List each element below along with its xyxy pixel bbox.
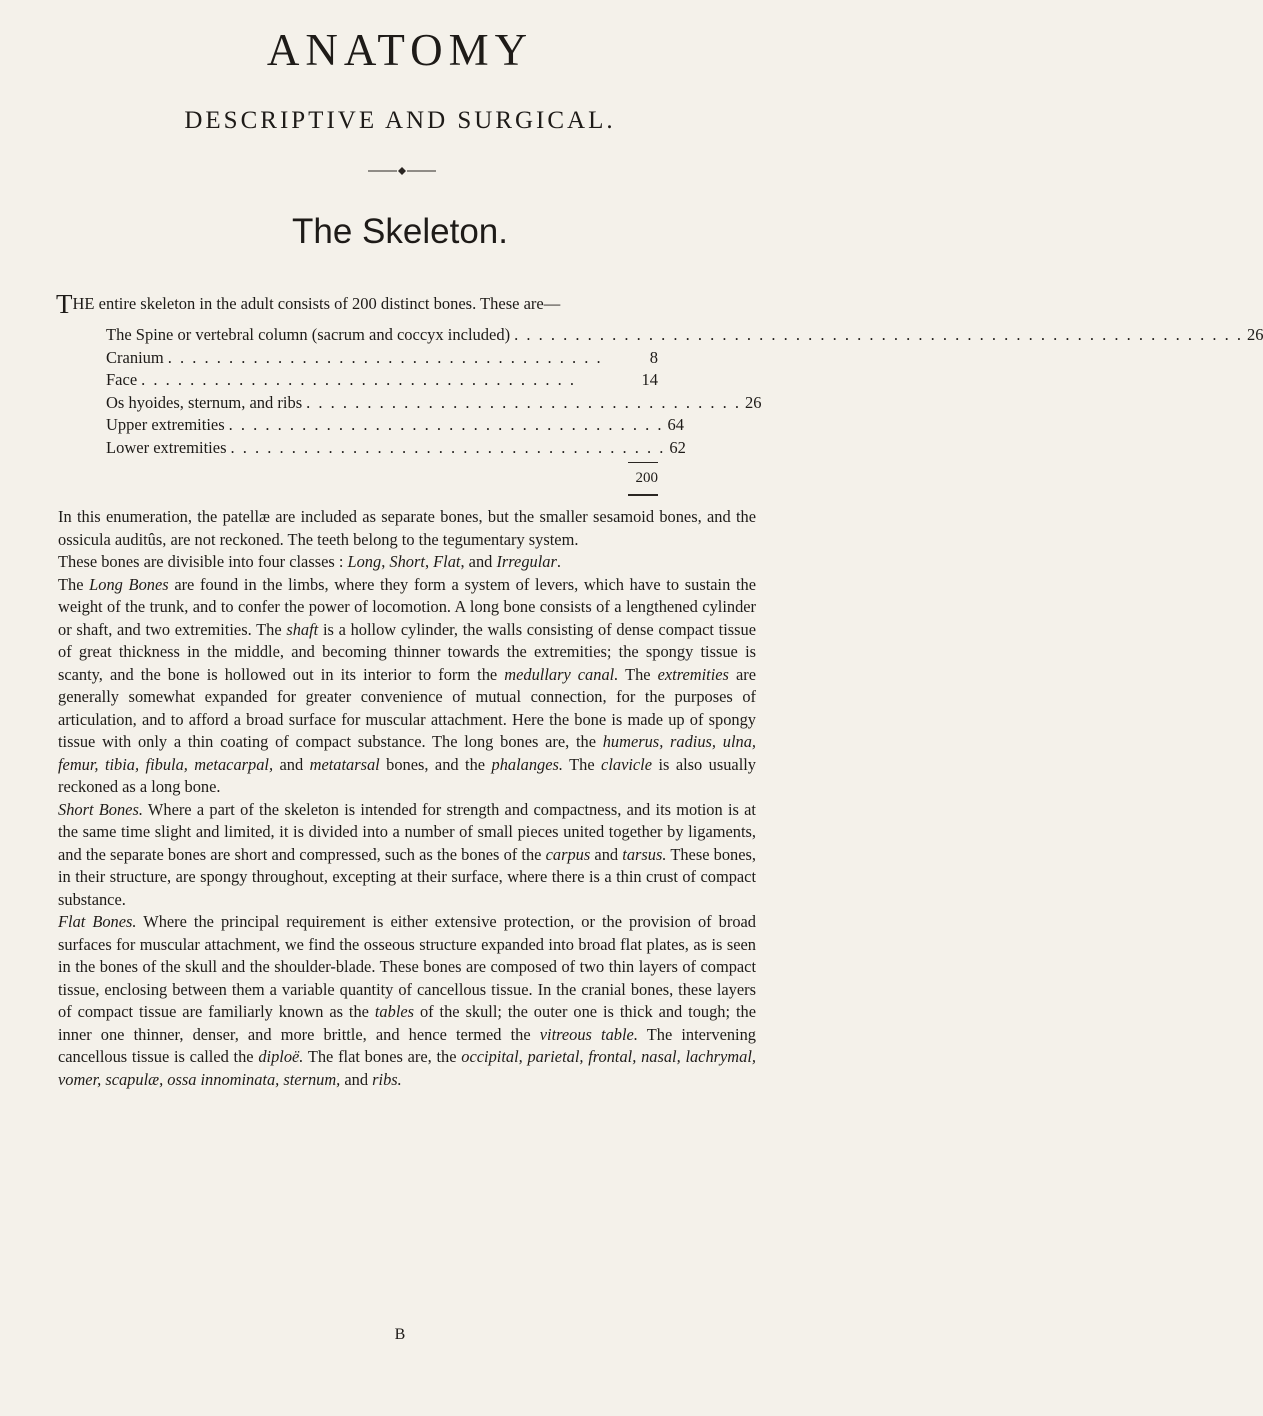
total-rule <box>628 494 658 496</box>
signature-mark: B <box>394 1326 406 1343</box>
row-count: 64 <box>667 415 685 435</box>
italic-term: shaft <box>286 619 319 639</box>
dot-leader: . . . . . . . . . . . . . . . . . . . . . . . . . . . . . . . . . . . . <box>306 392 742 412</box>
dot-leader: . . . . . . . . . . . . . . . . . . . . . . . . . . . . . . . . . . . . . . . . . . . . . . . . . . . . . . . . . . . . <box>514 325 1243 344</box>
text-run: Where the principal requirement is either extensive protection, or the provision of broad surfaces for muscular attachment, we find the osseous structure expanded into broad flat plates, as is seen in the bones of the skull and the shoulder-blade. These bones are composed of two thin layers of compact tissue, enclosing between them a variable quantity of cancellous tissue. In the cranial bones, these layers of compact tissue are familiarly known as the <box>58 912 756 1021</box>
italic-term: clavicle <box>601 754 653 774</box>
row-count: 14 <box>641 370 658 390</box>
italic-term: phalanges. <box>491 754 563 774</box>
text-run: is a hollow cylinder, the walls consisting of dense compact tissue of great thickness in the middle, and becoming thinner towards the extremities; the spongy tissue is scanty, and the bone is hollowed out in its interior to form the <box>58 619 756 684</box>
italic-term: occipital, parietal, frontal, nasal, lachrymal, vomer, scapulæ, ossa innominata, sternum, <box>58 1047 756 1089</box>
text-run: The <box>562 754 602 774</box>
row-label: The Spine or vertebral column (sacrum and coccyx included) <box>106 325 511 344</box>
row-count: 8 <box>649 347 658 367</box>
text-run: , and <box>460 552 497 571</box>
paragraph: These bones are divisible into four classes : Long, Short, Flat, and Irregular. <box>58 552 561 571</box>
italic-term: diploë. <box>258 1047 304 1066</box>
table-row <box>106 392 762 415</box>
table-row <box>106 437 686 460</box>
text-run: of the skull; the outer one is thick and tough; the inner one thinner, denser, and more brittle, and hence termed the <box>58 1002 757 1044</box>
text-run: These bones are divisible into four classes : <box>58 552 348 571</box>
text-run: bones, and the <box>379 754 492 774</box>
dot-leader: . . . . . . . . . . . . . . . . . . . . . . . . . . . . . . . . . . . . <box>141 370 577 390</box>
italic-term: Flat <box>433 552 461 571</box>
italic-term: Long <box>347 552 382 571</box>
dot-leader: . . . . . . . . . . . . . . . . . . . . . . . . . . . . . . . . . . . . <box>228 415 664 435</box>
body-text <box>58 506 756 1091</box>
text-run: and <box>590 844 623 864</box>
italic-term: metatarsal <box>309 754 380 774</box>
row-count: 26 <box>1246 325 1263 344</box>
text-run: Where a part of the skeleton is intended for strength and compactness, and its motion is at the same time slight and limited, it is divided into a number of small pieces united together by ligaments, and the separate bones are short and compressed, such as the bones of the <box>58 799 756 864</box>
text-run: is also usually reckoned as a long bone. <box>58 754 756 796</box>
dot-leader: . . . . . . . . . . . . . . . . . . . . . . . . . . . . . . . . . . . . <box>167 347 603 367</box>
table-row <box>106 347 658 370</box>
italic-term: carpus <box>545 844 591 864</box>
italic-term: Irregular <box>496 552 557 571</box>
italic-term: tarsus. <box>622 844 667 864</box>
diamond-rule-ornament-icon <box>368 166 436 176</box>
row-label: Cranium <box>106 347 164 367</box>
text-run: These bones, in their structure, are spongy throughout, excepting at their surface, where there is a thin crust of compact substance. <box>58 844 756 909</box>
dot-leader: . . . . . . . . . . . . . . . . . . . . . . . . . . . . . . . . . . . . <box>230 437 666 457</box>
book-subtitle: DESCRIPTIVE AND SURGICAL. <box>184 107 616 134</box>
italic-term: Short <box>389 552 425 571</box>
bone-count-table <box>106 324 1263 460</box>
text-run: The <box>618 664 658 684</box>
row-count: 26 <box>745 392 762 412</box>
drop-cap: T <box>56 289 73 319</box>
text-run: are found in the limbs, where they form a system of levers, which have to sustain the weight of the trunk, and to confer the power of locomotion. A long bone consists of a lengthened cylinder or shaft, and two extremities. The <box>58 574 756 639</box>
section-title: The Skeleton. <box>292 212 508 251</box>
italic-term: Long Bones <box>89 574 169 594</box>
italic-term: medullary canal. <box>504 664 619 684</box>
row-count: 62 <box>669 437 686 457</box>
italic-term: humerus, radius, ulna, femur, tibia, fibula, metacarpal, <box>58 732 757 774</box>
text-run: and <box>340 1069 373 1089</box>
text-run: The intervening cancellous tissue is called the <box>58 1024 756 1066</box>
row-label: Os hyoides, sternum, and ribs <box>106 392 303 412</box>
text-run: The flat bones are, the <box>303 1047 462 1066</box>
table-row <box>106 369 658 392</box>
sum-rule <box>628 462 658 463</box>
text-run: and <box>273 754 310 774</box>
row-label: Face <box>106 370 138 390</box>
italic-term: Short Bones. <box>58 799 143 819</box>
text-run: are generally somewhat expanded for greater convenience of mutual connection, for the purposes of articulation, and to afford a broad surface for muscular attachment. Here the bone is made up of spongy tissue with only a thin coating of compact substance. The long bones are, the <box>58 664 757 751</box>
text-run: The <box>58 574 90 594</box>
table-row <box>106 324 1263 347</box>
row-label: Lower extremities <box>106 437 227 457</box>
paragraph-text: In this enumeration, the patellæ are included as separate bones, but the smaller sesamoid bones, and the ossicula auditûs, are not reckoned. The teeth belong to the tegumentary system. <box>58 507 756 549</box>
paragraph <box>58 799 756 912</box>
italic-term: tables <box>374 1002 415 1021</box>
paragraph <box>58 506 756 551</box>
paragraph <box>58 574 756 799</box>
italic-term: vitreous table. <box>539 1024 638 1044</box>
italic-term: ribs. <box>372 1069 402 1089</box>
table-row <box>106 414 685 437</box>
intro-line <box>56 289 756 319</box>
italic-term: Flat Bones. <box>58 912 137 931</box>
text-run: . <box>556 552 561 571</box>
italic-term: extremities <box>657 664 729 684</box>
table-total: 200 <box>635 470 658 486</box>
book-title: ANATOMY <box>266 25 534 75</box>
row-label: Upper extremities <box>106 415 225 435</box>
paragraph <box>58 911 756 1091</box>
intro-text: HE entire skeleton in the adult consists of 200 distinct bones. These are— <box>72 294 561 313</box>
